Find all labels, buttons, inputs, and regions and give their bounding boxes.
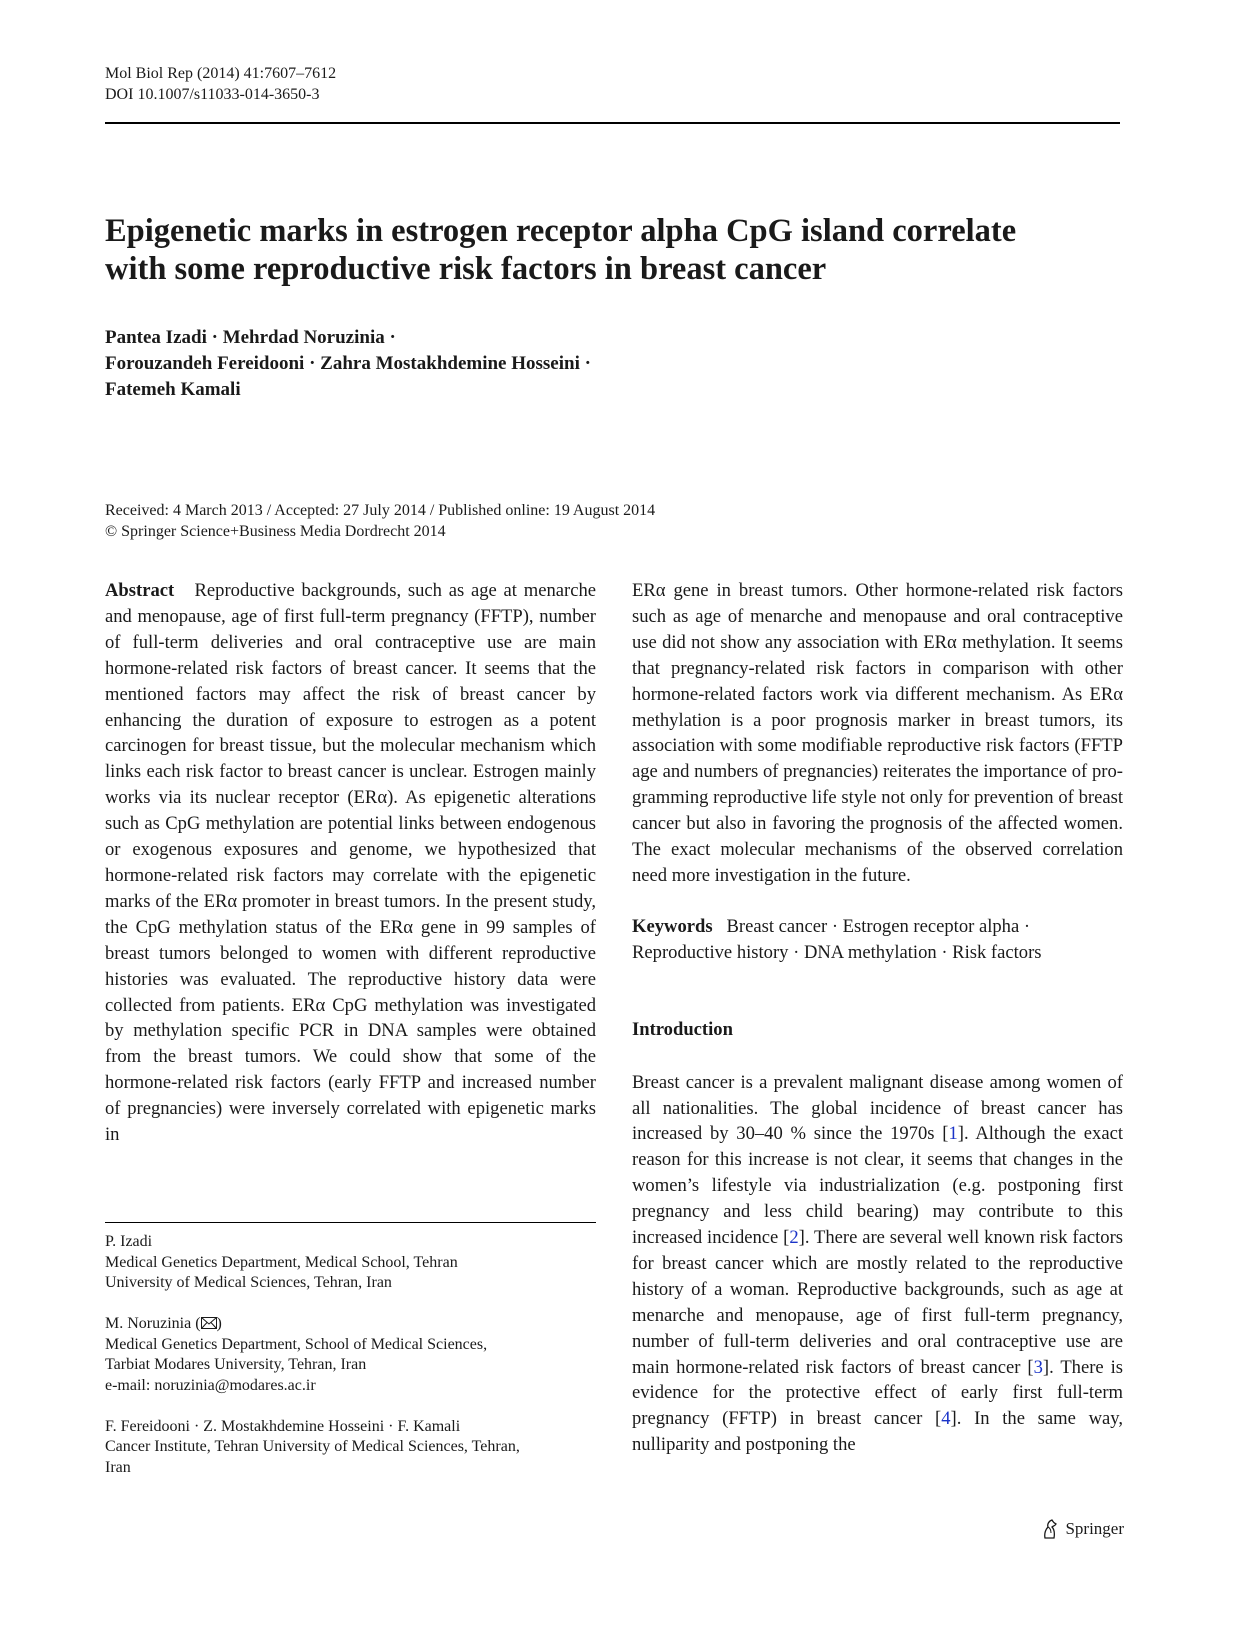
header-divider — [105, 122, 1120, 124]
footnote-divider — [105, 1222, 596, 1223]
intro-segment: ]. Although the exact reason for this increase is not clear, it seems that changes in the women’s lifestyle via industrialization (e.g. postponing first pregnancy and less child bearing) may contribute to this increased incidence [ — [632, 1123, 1123, 1249]
copyright-line: © Springer Science+Business Media Dordrecht 2014 — [105, 523, 446, 540]
affiliation-line: Medical Genetics Department, Medical School, Tehran — [105, 1253, 458, 1271]
publisher-footer — [1039, 1518, 1124, 1540]
publication-dates — [105, 500, 1120, 542]
intro-segment: ]. There are several well known risk factors for breast cancer which are mostly related to the reproductive history of a woman. Reproductive backgrounds, such as age at menarche and menopause, age of first full-term pregnancy, number of full-term deliveries and oral contraceptive use are main hormone-related risk factors of breast cancer [ — [632, 1227, 1123, 1378]
left-column — [105, 578, 596, 1148]
affiliation-line: Medical Genetics Department, School of Medical Sciences, — [105, 1335, 488, 1353]
email-address[interactable]: e-mail: noruzinia@modares.ac.ir — [105, 1376, 316, 1394]
affiliation-line: Cancer Institute, Tehran University of Medical Sciences, Tehran, — [105, 1438, 520, 1455]
title-line-1: Epigenetic marks in estrogen receptor alpha CpG island correlate — [105, 213, 1017, 249]
corresponding-author-name: M. Noruzinia ( — [105, 1315, 201, 1332]
introduction-heading: Introduction — [632, 1018, 733, 1040]
affiliation-name — [105, 1314, 596, 1335]
affiliation-name: F. Fereidooni · Z. Mostakhdemine Hosseini · F. Kamali — [105, 1417, 461, 1435]
affiliation-line: Tarbiat Modares University, Tehran, Iran — [105, 1356, 367, 1373]
keywords-text: Breast cancer · Estrogen receptor alpha · Reproductive history · DNA methylation · Risk factors — [632, 915, 1042, 963]
affiliation-name: P. Izadi — [105, 1233, 153, 1250]
author-line-1: Pantea Izadi · Mehrdad Noruzinia · — [105, 327, 396, 348]
affiliation-line: Iran — [105, 1458, 131, 1476]
author-line-3: Fatemeh Kamali — [105, 379, 241, 400]
citation-link[interactable]: 2 — [789, 1227, 799, 1249]
author-line-2: Forouzandeh Fereidooni · Zahra Mostakhdemine Hosseini · — [105, 353, 591, 374]
abstract-text-left: Reproductive backgrounds, such as age at menarche and menopause, age of first full-term pregnancy (FFTP), number of full-term deliveries and oral contraceptive use are main hormone-related risk factors of breast cancer. It seems that the mentioned factors may affect the risk of breast cancer by enhancing the duration of exposure to estrogen as a potent carcinogen for breast tissue, but the molecular mechanism which links each risk factor to breast cancer is unclear. Estrogen mainly works via its nuclear receptor (ERα). As epigenetic alterations such as CpG methylation are potential links between endogenous or exogenous exposures and genome, we hypothesized that hormone-related risk factors may correlate with the epigenetic marks of the ERα promoter in breast tumors. In the present study, the CpG methylation status of the ERα gene in 99 samples of breast tumors belonged to women with different reproductive histories was evaluated. The reproductive history data were collected from patients. ERα CpG methylation was investigated by methylation specific PCR in DNA samples were obtained from the breast tumors. We could show that some of the hormone-related risk factors (early FFTP and increased number of pregnancies) were inversely correlated with epigenetic marks in — [105, 580, 596, 1146]
affiliation-line: University of Medical Sciences, Tehran, Iran — [105, 1274, 392, 1291]
received-accepted-published: Received: 4 March 2013 / Accepted: 27 July 2014 / Published online: 19 August 2014 — [105, 502, 656, 519]
affiliation-block — [105, 1314, 596, 1396]
name-close-paren: ) — [216, 1315, 222, 1332]
citation-link[interactable]: 3 — [1033, 1356, 1043, 1378]
springer-horse-icon — [1039, 1518, 1061, 1540]
right-column — [632, 578, 1123, 1458]
keywords-block — [632, 914, 1123, 966]
intro-segment: Breast cancer is a prevalent malignant disease among women of all nationalities. The global incidence of breast cancer has increased by 30–40 % since the 1970s [ — [632, 1071, 1123, 1145]
author-list — [105, 325, 1120, 403]
doi: DOI 10.1007/s11033-014-3650-3 — [105, 86, 320, 103]
abstract-continuation: ERα gene in breast tumors. Other hormone-related risk factors such as age of menarche and menopause and oral contraceptive use did not show any association with ERα methylation. It seems that pregnancy-related risk factors in comparison with other hormone-related factors work via different mechanism. As ERα methylation is a poor prognosis marker in breast tumors, its association with some modifiable reproductive risk factors (FFTP age and numbers of pregnancies) reiterates the importance of programming reproductive life style not only for prevention of breast cancer but also in favoring the prognosis of the affected women. The exact molecular mechanisms of the observed correlation need more investigation in the future. — [632, 580, 1123, 886]
keywords-label: Keywords — [632, 915, 713, 937]
abstract-paragraph — [105, 578, 596, 1148]
affiliation-block — [105, 1417, 596, 1479]
article-title — [105, 212, 1120, 288]
affiliation-block — [105, 1232, 596, 1294]
intro-segment: ]. In the same way, nulliparity and postponing the — [632, 1408, 1124, 1456]
affiliations — [105, 1232, 596, 1478]
abstract-label: Abstract — [105, 580, 175, 601]
journal-header — [105, 63, 1120, 105]
title-line-2: with some reproductive risk factors in breast cancer — [105, 251, 827, 287]
citation-link[interactable]: 1 — [948, 1123, 958, 1145]
intro-segment: ]. There is evidence for the protective effect of early first full-term pregnancy (FFTP) in breast cancer [ — [632, 1356, 1124, 1430]
publisher-name: Springer — [1065, 1519, 1124, 1538]
envelope-icon — [201, 1317, 217, 1329]
introduction-paragraph — [632, 1070, 1123, 1459]
citation-link[interactable]: 4 — [941, 1408, 951, 1430]
journal-citation: Mol Biol Rep (2014) 41:7607–7612 — [105, 65, 337, 82]
